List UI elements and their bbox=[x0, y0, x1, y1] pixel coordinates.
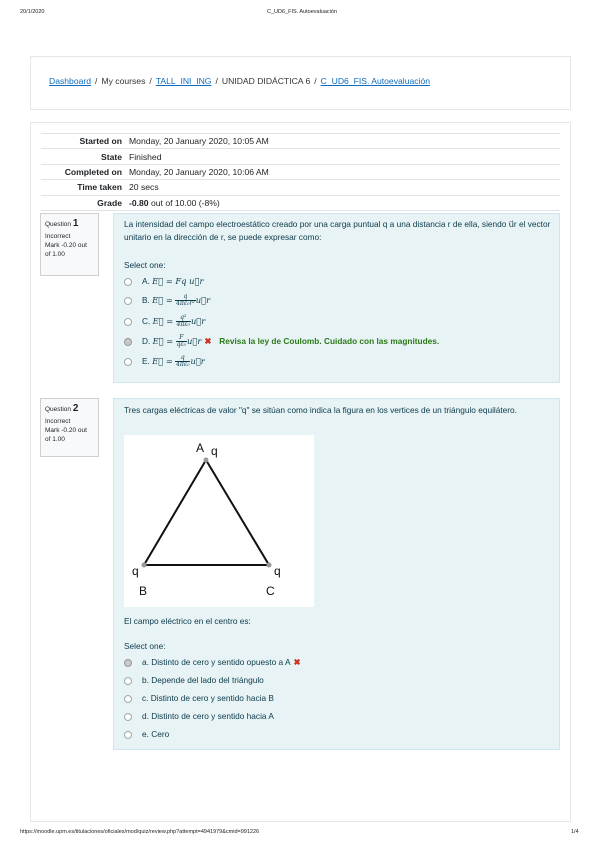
option-fraction bbox=[176, 335, 187, 349]
option-formula-lhs: E⃗ = bbox=[152, 315, 174, 326]
print-title: C_UD6_FIS. Autoevaluación bbox=[267, 9, 338, 15]
option-label: a. Distinto de cero y sentido opuesto a A bbox=[142, 657, 291, 667]
print-page: 1/4 bbox=[571, 829, 579, 835]
time-taken-label: Time taken bbox=[41, 180, 129, 195]
question-2-info bbox=[40, 398, 99, 457]
vertex-b-label: B bbox=[139, 584, 148, 598]
question-1-option-e[interactable] bbox=[124, 355, 205, 369]
question-2-text: Tres cargas eléctricas de valor "q" se sitúan como indica la figura en los vertices de un triángulo equilátero. bbox=[124, 405, 517, 415]
completed-on-value: Monday, 20 January 2020, 10:06 AM bbox=[129, 164, 560, 179]
option-radio[interactable] bbox=[124, 318, 132, 326]
question-2-content bbox=[113, 398, 560, 750]
grade-rest: out of 10.00 (-8%) bbox=[150, 197, 220, 208]
charge-b-label: q bbox=[132, 564, 139, 578]
option-radio[interactable] bbox=[124, 695, 132, 703]
option-formula-rhs: u⃗r bbox=[195, 294, 211, 305]
option-fraction bbox=[176, 315, 191, 329]
table-row bbox=[41, 195, 560, 210]
time-taken-value: 20 secs bbox=[129, 180, 560, 195]
fraction-denominator: 4πε₀ bbox=[176, 321, 190, 329]
breadcrumb-my-courses: My courses bbox=[101, 76, 146, 86]
option-letter: B. bbox=[142, 294, 150, 305]
question-2-number bbox=[45, 402, 94, 417]
question-2-prompt: El campo eléctrico en el centro es: bbox=[124, 616, 251, 626]
fraction-denominator: 4πε₀ bbox=[176, 361, 190, 369]
question-1-option-c[interactable] bbox=[124, 315, 205, 329]
breadcrumb-separator: / bbox=[314, 76, 317, 86]
question-1-option-a[interactable] bbox=[124, 276, 203, 286]
grade-label: Grade bbox=[41, 195, 129, 210]
state-value: Finished bbox=[129, 149, 560, 164]
question-1-number bbox=[45, 217, 94, 232]
breadcrumb-separator: / bbox=[215, 76, 218, 86]
option-letter: D. bbox=[142, 335, 151, 346]
option-formula-rhs: u⃗r bbox=[190, 315, 206, 326]
question-label: Question bbox=[45, 221, 72, 228]
option-formula-rhs: u⃗r bbox=[187, 335, 202, 346]
vertex-a-label: A bbox=[196, 441, 205, 455]
fraction-numerator: q bbox=[175, 355, 190, 362]
option-label: e. Cero bbox=[142, 729, 170, 739]
started-on-value: Monday, 20 January 2020, 10:05 AM bbox=[129, 134, 560, 149]
breadcrumb-container bbox=[30, 56, 571, 110]
charge-point-b bbox=[142, 563, 147, 568]
question-1-select-one: Select one: bbox=[124, 260, 166, 270]
incorrect-icon: ✖ bbox=[293, 657, 301, 667]
breadcrumb-dashboard[interactable]: Dashboard bbox=[49, 76, 92, 86]
option-formula-lhs: E⃗ = bbox=[152, 335, 174, 346]
state-label: State bbox=[41, 149, 129, 164]
attempt-summary-table bbox=[41, 133, 560, 211]
incorrect-icon: ✖ bbox=[204, 335, 212, 346]
question-2-option-e[interactable] bbox=[124, 729, 169, 739]
print-date: 20/1/2020 bbox=[20, 9, 45, 15]
fraction-denominator: qε₀ bbox=[176, 341, 187, 349]
breadcrumb-quiz[interactable]: C_UD6_FIS. Autoevaluación bbox=[320, 76, 431, 86]
table-row bbox=[41, 164, 560, 179]
option-radio[interactable] bbox=[124, 358, 132, 366]
question-number: 2 bbox=[72, 403, 79, 414]
question-2-mark: Mark -0.20 out of 1.00 bbox=[45, 426, 87, 444]
charge-c-label: q bbox=[274, 564, 281, 578]
fraction-denominator: 4πε₀r² bbox=[176, 300, 195, 308]
option-letter: E. bbox=[142, 355, 150, 366]
option-fraction bbox=[175, 294, 196, 308]
question-1-content bbox=[113, 213, 560, 383]
figure-background bbox=[124, 435, 314, 607]
option-letter: A. bbox=[142, 276, 150, 286]
charge-point-c bbox=[267, 563, 272, 568]
breadcrumb bbox=[49, 76, 430, 86]
option-radio[interactable] bbox=[124, 677, 132, 685]
question-2-option-d[interactable] bbox=[124, 711, 274, 721]
question-1-option-d[interactable] bbox=[124, 335, 439, 349]
print-url: https://moodle.upm.es/titulaciones/oficiales/mod/quiz/review.php?attempt=4941979&cmid=991226 bbox=[20, 829, 260, 835]
triangle-figure bbox=[124, 435, 314, 607]
question-2-select-one: Select one: bbox=[124, 641, 166, 651]
option-letter: C. bbox=[142, 315, 151, 326]
question-number: 1 bbox=[72, 218, 79, 229]
table-row bbox=[41, 180, 560, 195]
question-1-mark: Mark -0.20 out of 1.00 bbox=[45, 241, 87, 259]
question-2-option-c[interactable] bbox=[124, 693, 274, 703]
option-formula-lhs: E⃗ = bbox=[152, 355, 173, 366]
breadcrumb-separator: / bbox=[149, 76, 152, 86]
option-label: c. Distinto de cero y sentido hacia B bbox=[142, 693, 274, 703]
question-2-option-b[interactable] bbox=[124, 675, 264, 685]
question-2-status: Incorrect bbox=[45, 417, 71, 425]
question-1-status: Incorrect bbox=[45, 232, 71, 240]
option-label: b. Depende del lado del triángulo bbox=[142, 675, 264, 685]
completed-on-label: Completed on bbox=[41, 164, 129, 179]
option-label: d. Distinto de cero y sentido hacia A bbox=[142, 711, 274, 721]
option-radio[interactable] bbox=[124, 297, 132, 305]
question-2-option-a[interactable] bbox=[124, 657, 300, 667]
option-formula-rhs: u⃗r bbox=[190, 355, 205, 366]
fraction-numerator: F bbox=[176, 335, 187, 342]
question-label: Question bbox=[45, 406, 72, 413]
started-on-label: Started on bbox=[41, 134, 129, 149]
fraction-numerator: q bbox=[175, 294, 196, 301]
question-1-text: La intensidad del campo electroestático creado por una carga puntual q a una distancia r de ella, siendo u⃗r el vector unitario en la dirección de r, se puede expresar como: bbox=[124, 219, 551, 243]
option-radio-selected[interactable] bbox=[124, 338, 132, 346]
breadcrumb-unit: UNIDAD DIDÁCTICA 6 bbox=[221, 76, 311, 86]
table-row bbox=[41, 134, 560, 149]
option-radio[interactable] bbox=[124, 713, 132, 721]
breadcrumb-separator: / bbox=[95, 76, 98, 86]
vertex-c-label: C bbox=[266, 584, 275, 598]
breadcrumb-course[interactable]: TALL_INI_ING bbox=[155, 76, 212, 86]
charge-a-label: q bbox=[211, 444, 218, 458]
question-1-info bbox=[40, 213, 99, 276]
table-row bbox=[41, 149, 560, 164]
fraction-numerator: q² bbox=[176, 315, 191, 322]
option-formula: E⃗ = Fq u⃗r bbox=[152, 276, 204, 286]
option-radio-selected[interactable] bbox=[124, 659, 132, 667]
grade-value-cell bbox=[129, 195, 560, 210]
question-1-feedback: Revisa la ley de Coulomb. Cuidado con las magnitudes. bbox=[219, 335, 440, 346]
option-radio[interactable] bbox=[124, 278, 132, 286]
option-formula-lhs: E⃗ = bbox=[152, 294, 173, 305]
question-1-option-b[interactable] bbox=[124, 294, 210, 308]
option-fraction bbox=[175, 355, 190, 369]
option-radio[interactable] bbox=[124, 731, 132, 739]
grade-value: -0.80 bbox=[129, 197, 149, 208]
charge-point-a bbox=[204, 458, 209, 463]
